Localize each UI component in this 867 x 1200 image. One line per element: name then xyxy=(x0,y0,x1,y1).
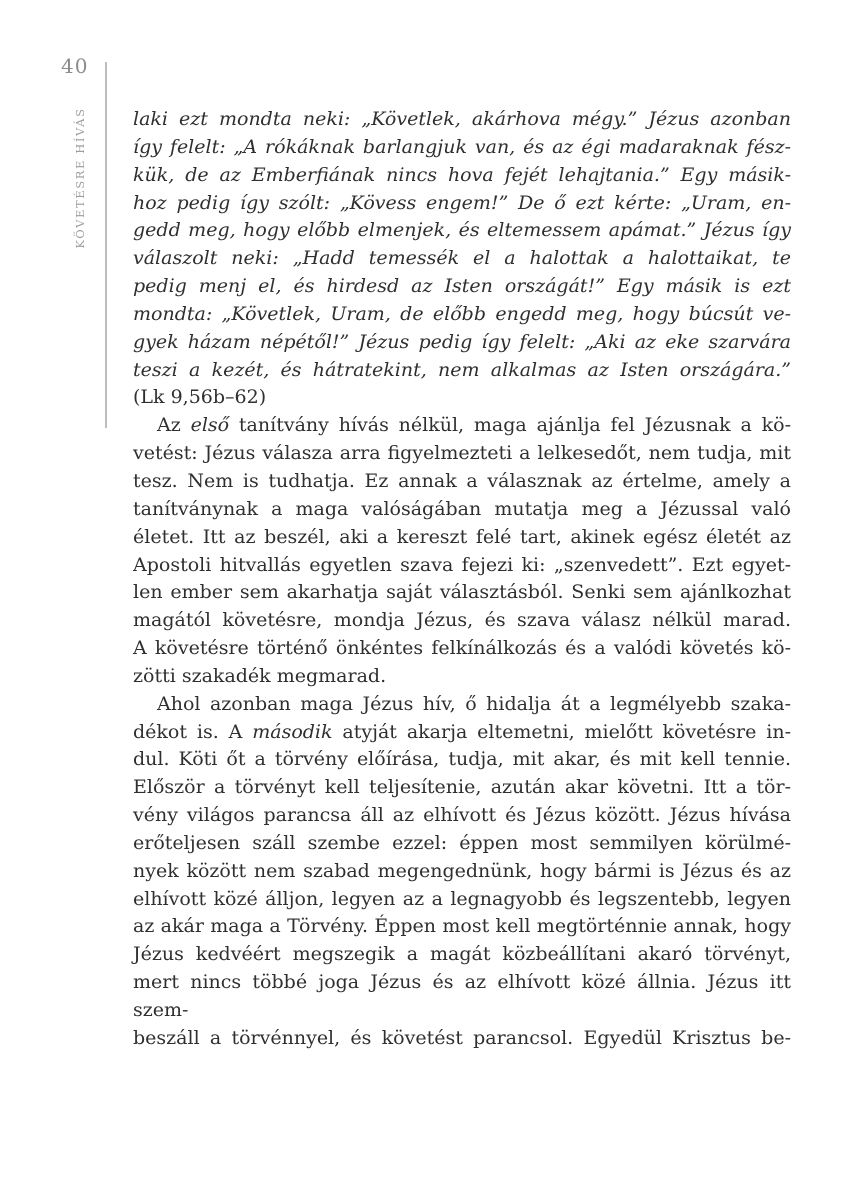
text-line: hoz pedig így szólt: „Kövess engem!” De ő ezt kérte: „Uram, en- xyxy=(133,191,791,214)
text-line: laki ezt mondta neki: „Követlek, akárhova mégy.” Jézus azonban xyxy=(133,108,791,130)
text-line: az akár maga a Törvény. Éppen most kell megtörténnie annak, hogy xyxy=(133,915,791,938)
body-paragraph xyxy=(133,412,791,690)
text-line: pedig menj el, és hirdesd az Isten országát!” Egy másik is ezt xyxy=(133,275,791,298)
text-line: Jézus kedvéért megszegik a magát közbeállítani akaró törvényt, xyxy=(133,943,791,966)
page-number: 40 xyxy=(61,54,89,78)
text-line: zötti szakadék megmarad. xyxy=(133,664,387,687)
text-line: A követésre történő önkéntes felkínálkozás és a valódi követés kö- xyxy=(133,637,791,660)
text-line: Ahol azonban maga Jézus hív, ő hidalja át a legmélyebb szaka- xyxy=(157,692,791,715)
text-line: így felelt: „A rókáknak barlangjuk van, és az égi madaraknak fész- xyxy=(133,135,791,158)
text-line: vetést: Jézus válasza arra figyelmezteti a lelkesedőt, nem tudja, mit xyxy=(133,442,791,465)
text-line: magától követésre, mondja Jézus, és szava válasz nélkül marad. xyxy=(133,609,791,632)
text-line: vény világos parancsa áll az elhívott és Jézus között. Jézus hívása xyxy=(133,804,791,827)
text-line: len ember sem akarhatja saját választásból. Senki sem ajánlkozhat xyxy=(133,581,791,604)
text-line: mondta: „Követlek, Uram, de előbb engedd meg, hogy búcsút ve- xyxy=(133,302,791,325)
margin-rule xyxy=(105,62,107,428)
text-line: nyek között nem szabad megengednünk, hogy bármi is Jézus és az xyxy=(133,859,791,882)
text-line: beszáll a törvénnyel, és követést parancsol. Egyedül Krisztus be- xyxy=(133,1026,791,1049)
text-line: gyek házam népétől!” Jézus pedig így felelt: „Aki az eke szarvára xyxy=(133,330,791,353)
text-line: tanítványnak a maga valóságában mutatja meg a Jézussal való xyxy=(133,497,791,520)
text-block xyxy=(133,106,791,1053)
text-line: elhívott közé álljon, legyen az a legnagyobb és legszentebb, legyen xyxy=(133,887,791,910)
scripture-citation: (Lk 9,56b–62) xyxy=(133,386,267,409)
text-line: dul. Köti őt a törvény előírása, tudja, mit akar, és mit kell tennie. xyxy=(133,748,791,771)
text-line: Először a törvényt kell teljesítenie, azután akar követni. Itt a tör- xyxy=(133,776,791,799)
scripture-quote xyxy=(133,106,791,384)
text-line: Apostoli hitvallás egyetlen szava fejezi ki: „szenvedett”. Ezt egyet- xyxy=(133,553,791,576)
body-paragraph xyxy=(133,691,791,1053)
text-line: Az első tanítvány hívás nélkül, maga ajánlja fel Jézusnak a kö- xyxy=(157,414,791,437)
running-title-vertical: KÖVETÉSRE HÍVÁS xyxy=(73,107,87,249)
text-line: életet. Itt az beszél, aki a kereszt felé tart, akinek egész életét az xyxy=(133,525,791,548)
text-line: erőteljesen száll szembe ezzel: éppen most semmilyen körülmé- xyxy=(133,831,791,854)
text-line: dékot is. A második atyját akarja eltemetni, mielőtt követésre in- xyxy=(133,720,791,743)
text-line: gedd meg, hogy előbb elmenjek, és eltemessem apámat.” Jézus így xyxy=(133,219,791,242)
text-line: tesz. Nem is tudhatja. Ez annak a válasznak az értelme, amely a xyxy=(133,469,791,492)
text-line: teszi a kezét, és hátratekint, nem alkalmas az Isten országára.” xyxy=(133,358,791,381)
text-line: mert nincs többé joga Jézus és az elhívott közé állnia. Jézus itt szem- xyxy=(133,971,791,1021)
text-line: kük, de az Emberfiának nincs hova fejét lehajtania.” Egy másik- xyxy=(133,163,791,186)
text-line: válaszolt neki: „Hadd temessék el a halottak a halottaikat, te xyxy=(133,247,791,270)
